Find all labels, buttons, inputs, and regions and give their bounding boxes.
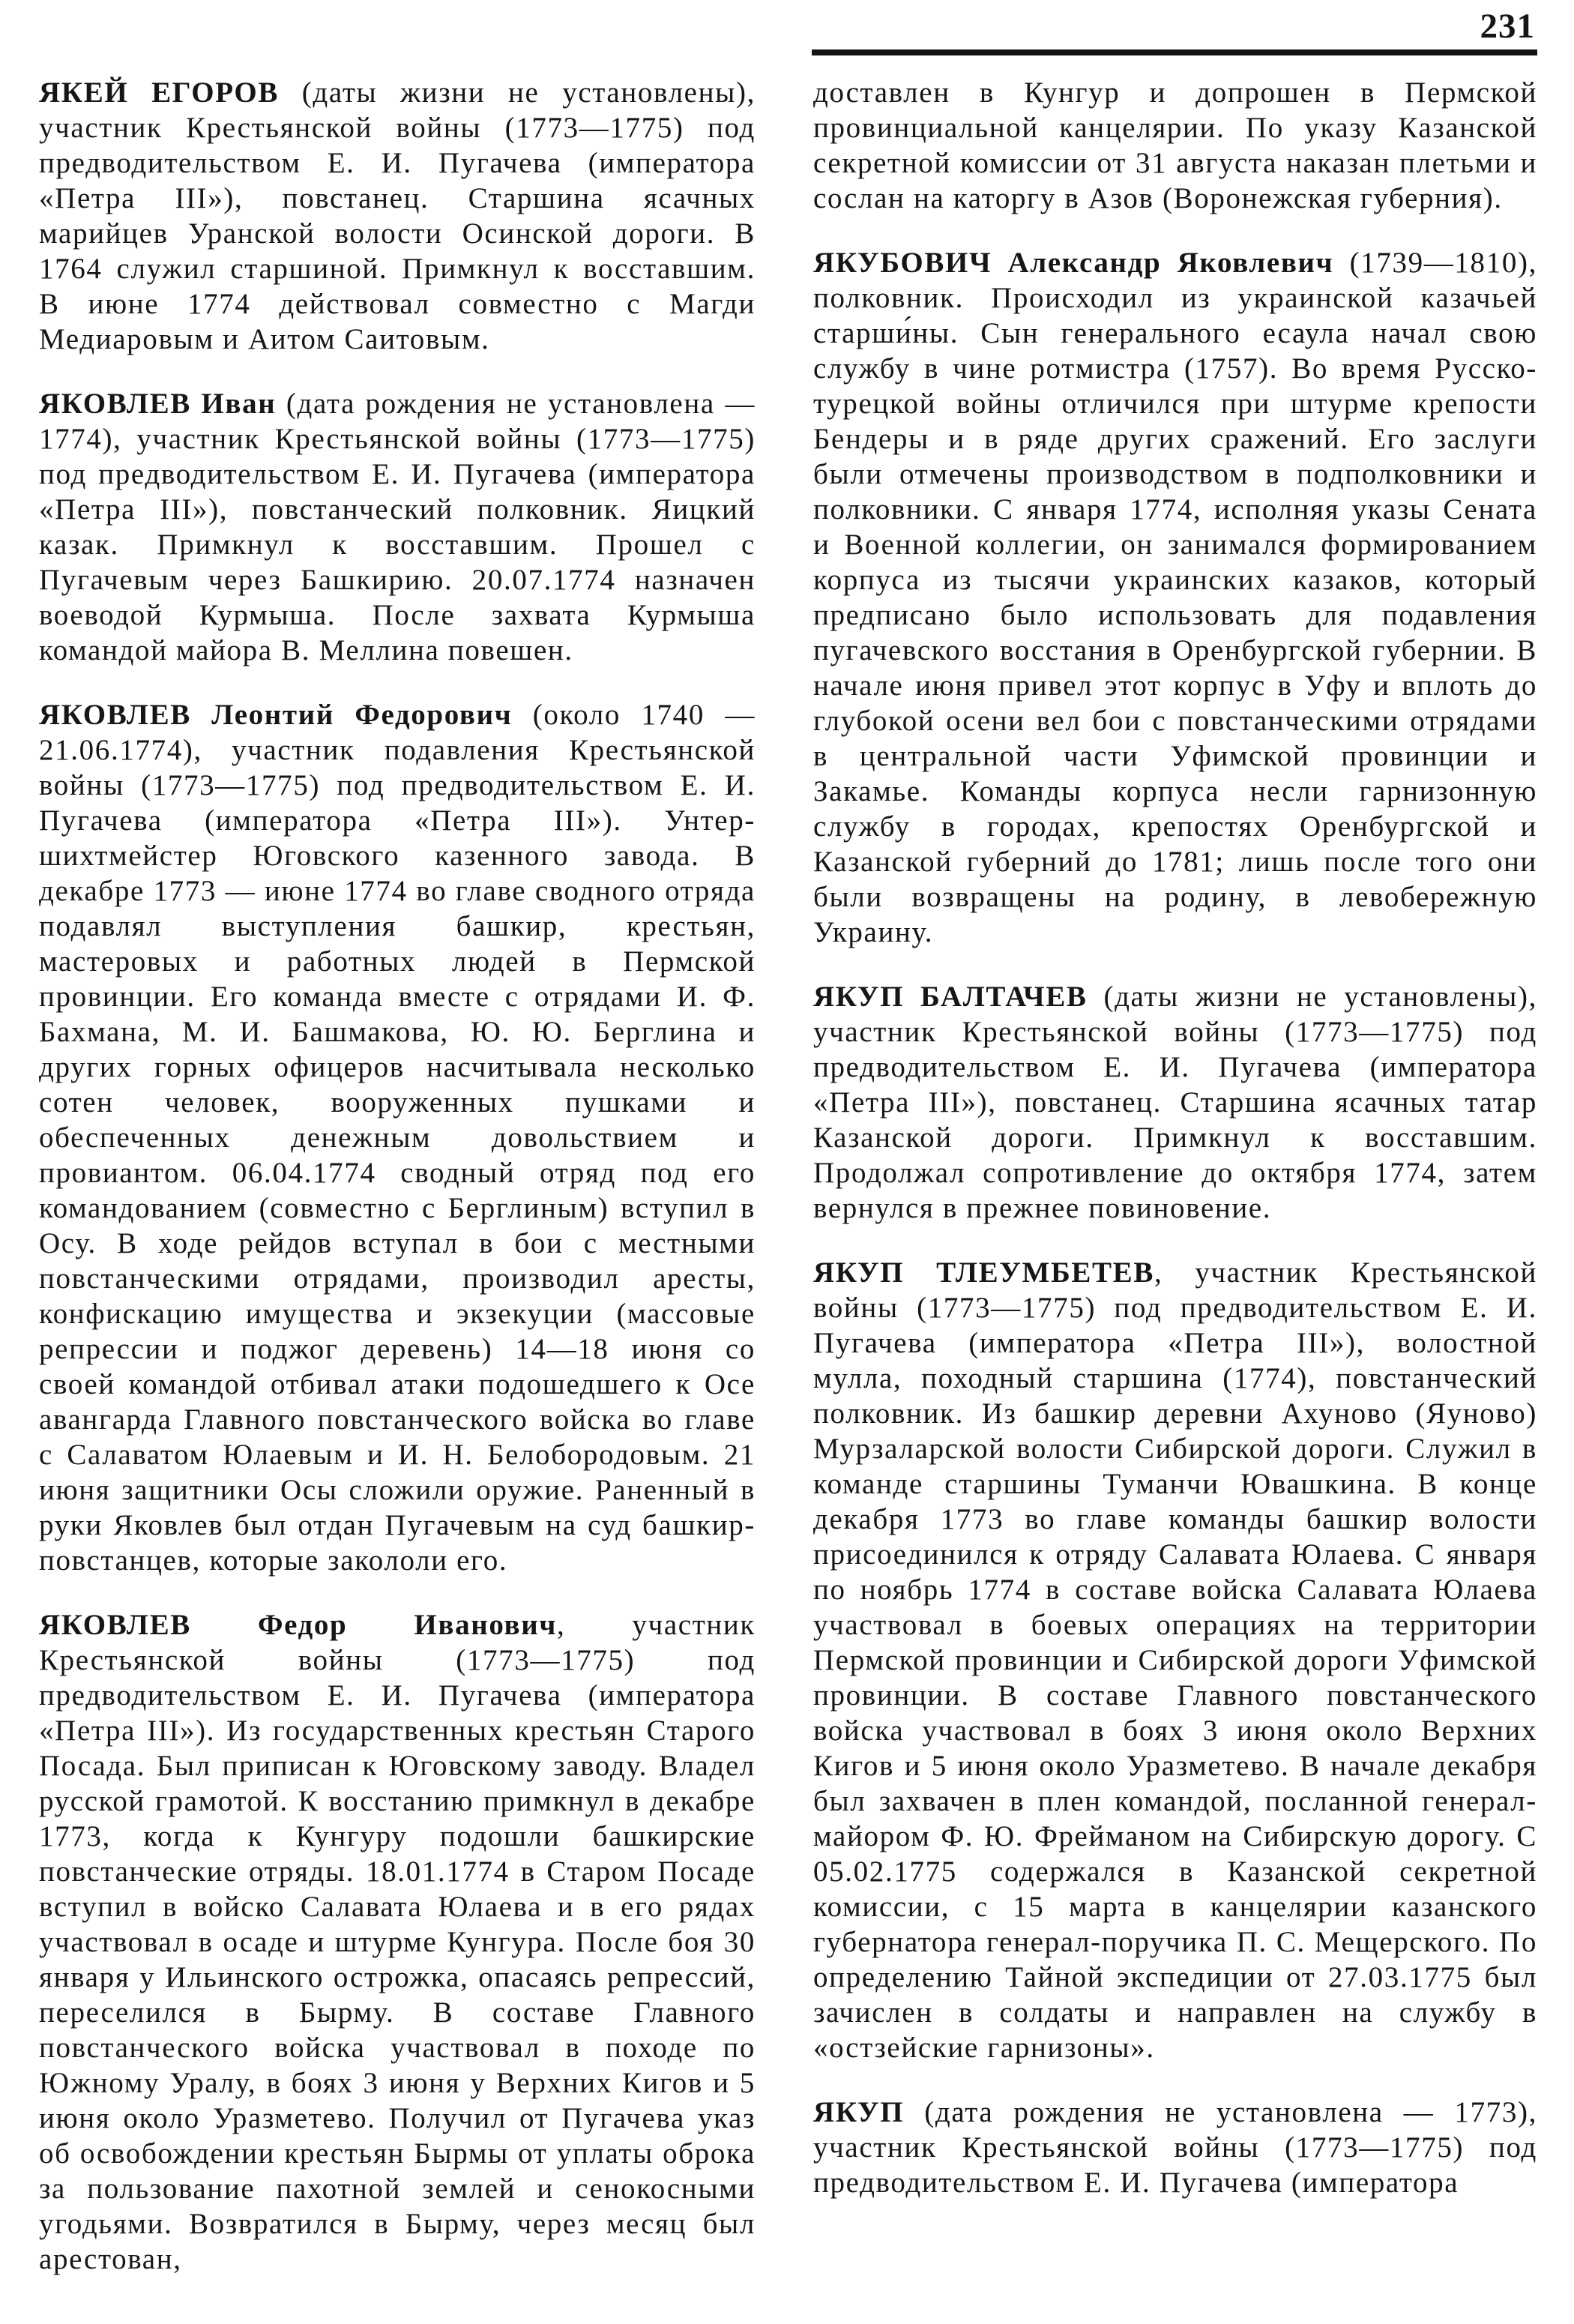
dictionary-entry <box>39 75 756 357</box>
entry-body-text: (дата рождения не установлена — 1774), участник Крестьянской войны (1773—1775) под предводительством Е. И. Пугачева (императора «Петра III»), повстанческий полковник. Яицкий казак. Примкнул к восставшим. Прошел с Пугачевым через Башкирию. 20.07.1774 назначен воеводой Курмыша. После захвата Курмыша командой майора В. Меллина повешен. <box>39 388 756 666</box>
entry-body-text: , участник Крестьянской войны (1773—1775) под предводительством Е. И. Пугачева (императора «Петра III»). Из государственных крестьян Старого Посада. Был приписан к Юговскому заводу. Владел русской грамотой. К восстанию примкнул в декабре 1773, когда к Кунгуру подошли башкирские повстанческие отряды. 18.01.1774 в Старом Посаде вступил в войско Салавата Юлаева и в его рядах участвовал в осаде и штурме Кунгура. После боя 30 января у Ильинского острожка, опасаясь репрессий, переселился в Бырму. В составе Главного повстанческого войска участвовал в походе по Южному Уралу, в боях 3 июня у Верхних Кигов и 5 июня около Уразметево. Получил от Пугачева указ об освобождении крестьян Бырмы от уплаты оброка за пользование пахотной землей и сенокосными угодьями. Возвратился в Бырму, через месяц был арестован, <box>39 1609 756 2275</box>
entry-headword: ЯКУП <box>813 2096 905 2128</box>
entry-headword: ЯКУБОВИЧ Александр Яковлевич <box>813 247 1334 279</box>
entry-body-text: , участник Крестьянской войны (1773—1775) под предводительством Е. И. Пугачева (императора «Петра III»), волостной мулла, походный старшина (1774), повстанческий полковник. Из башкир деревни Ахуново (Яуново) Мурзаларской волости Сибирской дороги. Служил в команде старшины Туманчи Ювашкина. В конце декабря 1773 во главе команды башкир волости присоединился к отряду Салавата Юлаева. С января по ноябрь 1774 в составе войска Салавата Юлаева участвовал в боевых операциях на территории Пермской провинции и Сибирской дороги Уфимской провинции. В составе Главного повстанческого войска участвовал в боях 3 июня около Верхних Кигов и 5 июня около Уразметево. В начале декабря был захвачен в плен командой, посланной генерал-майором Ф. Ю. Фрейманом на Сибирскую дорогу. С 05.02.1775 содержался в Казанской секретной комиссии, с 15 марта в канцелярии казанского губернатора генерал-поручика П. С. Мещерского. По определению Тайной экспедиции от 27.03.1775 был зачислен в солдаты и направлен на службу в «остзейские гарнизоны». <box>813 1256 1537 2064</box>
column-right <box>813 75 1537 2200</box>
entry-body-text: (даты жизни не установлены), участник Крестьянской войны (1773—1775) под предводительством Е. И. Пугачева (императора «Петра III»), повстанец. Старшина ясачных татар Казанской дороги. Примкнул к восставшим. Продолжал сопротивление до октября 1774, затем вернулся в прежнее повиновение. <box>813 981 1537 1224</box>
dictionary-entry <box>39 1607 756 2277</box>
entry-body-text: доставлен в Кунгур и допрошен в Пермской провинциальной канцелярии. По указу Казанской секретной комиссии от 31 августа наказан плетьми и сослан на каторгу в Азов (Воронежская губерния). <box>813 76 1537 214</box>
entry-headword: ЯКУП БАЛТАЧЕВ <box>813 981 1088 1013</box>
column-left <box>39 75 756 2277</box>
dictionary-entry <box>39 697 756 1578</box>
entry-headword: ЯКОВЛЕВ Леонтий Федорович <box>39 699 513 731</box>
header-rule <box>812 49 1537 55</box>
entry-body-text: (1739—1810), полковник. Происходил из украинской казачьей старши́ны. Сын генерального есаула начал свою службу в чине ротмистра (1757). Во время Русско-турецкой войны отличился при штурме крепости Бендеры и в ряде других сражений. Его заслуги были отмечены производством в подполковники и полковники. С января 1774, исполняя указы Сената и Военной коллегии, он занимался формированием корпуса из тысячи украинских казаков, который предписано было использовать для подавления пугачевского восстания в Оренбургской губернии. В начале июня привел этот корпус в Уфу и вплоть до глубокой осени вел бои с повстанческими отрядами в центральной части Уфимской провинции и Закамье. Команды корпуса несли гарнизонную службу в городах, крепостях Оренбургской и Казанской губерний до 1781; лишь после того они были возвращены на родину, в левобережную Украину. <box>813 247 1537 948</box>
entry-body-text: (даты жизни не установлены), участник Крестьянской войны (1773—1775) под предводительством Е. И. Пугачева (императора «Петра III»), повстанец. Старшина ясачных марийцев Уранской волости Осинской дороги. В 1764 служил старшиной. Примкнул к восставшим. В июне 1774 действовал совместно с Магди Медиаровым и Аитом Саитовым. <box>39 76 756 355</box>
entry-body-text: (около 1740 — 21.06.1774), участник подавления Крестьянской войны (1773—1775) под предводительством Е. И. Пугачева (императора «Петра III»). Унтер-шихтмейстер Юговского казенного завода. В декабре 1773 — июне 1774 во главе сводного отряда подавлял выступления башкир, крестьян, мастеровых и работных людей в Пермской провинции. Его команда вместе с отрядами И. Ф. Бахмана, М. И. Башмакова, Ю. Ю. Берглина и других горных офицеров насчитывала несколько сотен человек, вооруженных пушками и обеспеченных денежным довольствием и провиантом. 06.04.1774 сводный отряд под его командованием (совместно с Берглиным) вступил в Осу. В ходе рейдов вступал в бои с местными повстанческими отрядами, производил аресты, конфискацию имущества и экзекуции (массовые репрессии и поджог деревень) 14—18 июня со своей командой отбивал атаки подошедшего к Осе авангарда Главного повстанческого войска во главе с Салаватом Юлаевым и И. Н. Белобородовым. 21 июня защитники Осы сложили оружие. Раненный в руки Яковлев был отдан Пугачевым на суд башкир-повстанцев, которые закололи его. <box>39 699 756 1577</box>
entry-headword: ЯКЕЙ ЕГОРОВ <box>39 76 280 109</box>
page-number: 231 <box>1480 7 1535 46</box>
entry-headword: ЯКОВЛЕВ Федор Иванович <box>39 1609 557 1641</box>
dictionary-entry <box>813 245 1537 950</box>
dictionary-entry <box>813 2095 1537 2200</box>
dictionary-entry <box>813 75 1537 216</box>
dictionary-entry <box>39 386 756 668</box>
dictionary-entry <box>813 979 1537 1226</box>
dictionary-entry <box>813 1255 1537 2065</box>
entry-headword: ЯКУП ТЛЕУМБЕТЕВ <box>813 1256 1154 1289</box>
entry-headword: ЯКОВЛЕВ Иван <box>39 388 277 420</box>
entry-body-text: (дата рождения не установлена — 1773), участник Крестьянской войны (1773—1775) под предводительством Е. И. Пугачева (императора <box>813 2096 1537 2199</box>
